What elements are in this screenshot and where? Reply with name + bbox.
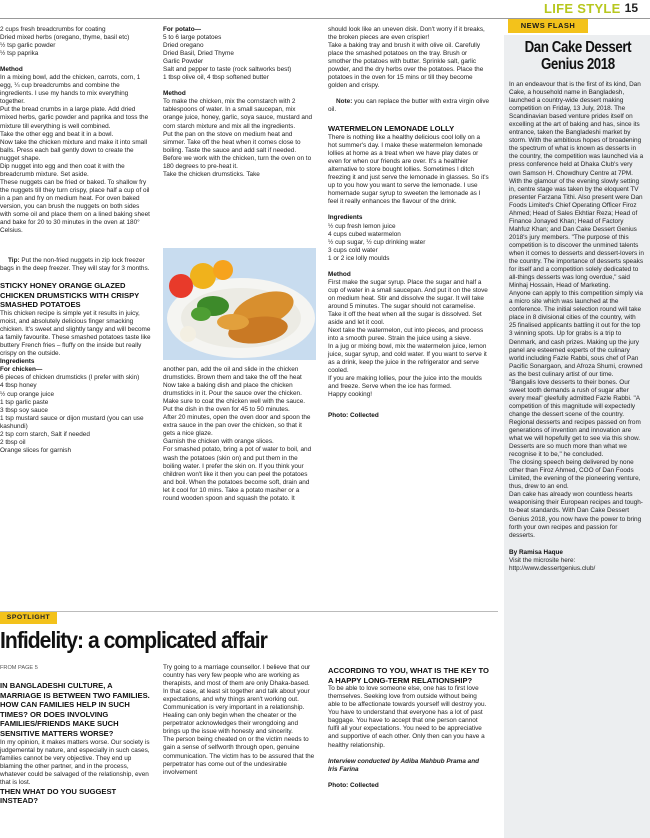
method-text-mid: To make the chicken, mix the cornstarch with 2 tablespoons of water. In a small saucepan, mix orange juice, honey, garlic, soya sauce, mustard and corn starch mixture and mix all the ingredients. Put the pan on the stove on medium heat and simmer. Take off the heat when it comes close to boiling. Taste the sauce and add salt if needed. Before we work with the chicken, turn the oven on to 180 degrees to pre-heat it. Take the chicken drumsticks. Take	[163, 98, 313, 178]
for-potato-label: For potato—	[163, 26, 201, 33]
tip-paragraph	[0, 257, 152, 273]
recipe-title-lolly: WATERMELON LEMONADE LOLLY	[328, 124, 455, 134]
sidebar-byline: By Ramisa Haque	[509, 548, 563, 556]
method-heading-lolly: Method	[328, 270, 351, 278]
spotlight-tag: SPOTLIGHT	[0, 612, 57, 624]
method-cont-mid: another pan, add the oil and slide in the chicken drumsticks. Brown them and take the off the heat Now take a baking dish and place the chicken drumsticks in it. Pour the sauce over the chicken. Make sure to coat the chicken well with the sauce. Put the dish in the oven for 45 to 50 minutes. After 20 minutes, open the oven door and spoon the extra sauce in the pan over the chicken, so that it gets a nice glaze. Garnish the chicken with orange slices. For smashed potato, bring a pot of water to boil, and wash the potatoes (skin on) and put them in the boiling water. I prefer the skin on. If you think your children won't like it then you can peel the potatoes and boil. When the potatoes become soft, drain and let it cool for 10 mins. Take a potato masher or a round wooden spoon and squash the potato. It	[163, 366, 312, 502]
sidebar-title: Dan Cake Dessert Genius 2018	[524, 39, 632, 73]
food-illustration	[163, 248, 316, 360]
note-paragraph	[328, 98, 490, 114]
potato-ingredient-list: 5 to 6 large potatoes Dried oregano Dried Basil, Dried Thyme Garlic Powder Salt and pepper to taste (rock saltworks best) 1 tbsp olive oil, 4 tbsp softened butter	[163, 34, 292, 82]
ingredients-heading-lolly: Ingredients	[328, 214, 363, 222]
column-mid-cont	[163, 366, 313, 503]
from-page: FROM PAGE 5	[0, 665, 38, 671]
note-text: you can replace the butter with extra virgin olive oil.	[328, 98, 490, 114]
sidebar-body-wrap	[504, 73, 650, 573]
note-label: Note:	[336, 98, 353, 106]
news-flash-tag: NEWS FLASH	[508, 19, 588, 33]
potato-method-end: should look like an uneven disk. Don't worry if it breaks, the broken pieces are even crispier! Take a baking tray and brush it with olive oil. Carefully place the smashed potatoes on the tray. Brush or smother the potatoes with butter. Sprinkle salt, garlic powder, and the dry herbs over the potatoes. Place the potatoes in the oven for 15 mins or till they become golden and crispy.	[328, 26, 485, 90]
photo-credit-top: Photo: Collected	[328, 411, 379, 419]
for-chicken-label: For chicken—	[0, 366, 43, 374]
page-number: 15	[624, 1, 638, 15]
column-third	[328, 26, 490, 420]
recipe-intro-lolly: There is nothing like a healthy delicious cool lolly on a hot summer's day. I make these watermelon lemonade lollies at home as a treat when we have play dates or even for when our friends are over. It's a healthier alternative to store bought lollies. Sometimes I ditch freezing it and just serve the lemonade in glasses. So it's up to you how you want to serve the lemonade. I use homemade sugar syrup to sweeten the lemonade as I feel it really enhances the flavour of the drink.	[328, 134, 489, 206]
method-heading-mid: Method	[163, 90, 186, 98]
spotlight-headline: Infidelity: a complicated affair	[0, 627, 267, 653]
method-text-lolly: First make the sugar syrup. Place the sugar and half a cup of water in a small saucepan. And put it on the stove on medium heat. Stir and dissolve the sugar. It will take around 5 minutes. The sugar should not caramelise. Take it off the heat when all the sugar is dissolved. Set aside and let it cool. Next take the watermelon, cut into pieces, and process into a smooth puree. Strain the juice using a sieve. In a jug or mixing bowl, mix the watermelon juice, lemon juice, sugar syrup, and cold water. If you want to serve it as a drink, keep the juice in the refrigerator and serve cooled. If you are making lollies, pour the juice into the moulds and freeze. Serve when the ice has formed. Happy cooking!	[328, 278, 488, 399]
ingredients-heading: Ingredients	[0, 358, 35, 366]
section-name: LIFE STYLE	[543, 0, 621, 16]
question-2: THEN WHAT DO YOU SUGGEST INSTEAD?	[0, 786, 117, 806]
column-left	[0, 26, 152, 455]
answer-2: Try going to a marriage counsellor. I believe that our country has very few people who are working as therapists, and most of them are only Dhaka-based. In that case, at least sit together and talk about your expectations, and why things aren't working out. Communication is very important in a relationship. Healing can only begin when the cheater or the perpetrator acknowledges their wrongdoing and brings up the issue with honesty and sincerity. The person being cheated on or the victim needs to gain a sense of selfworth through open, genuine communication. The victim has to be assured that the perpetrator has come out of the undesirable involvement	[163, 664, 315, 776]
method-heading: Method	[0, 66, 23, 74]
recipe-intro-chicken: This chicken recipe is simple yet it results in juicy, moist, and absolutely delicious finger smacking chicken. It's sweet and slightly tangy and will become a family favourite. These smashed potatoes taste like buttery French fries – fluffy on the inside but really crispy on the outside.	[0, 310, 151, 358]
column-mid	[163, 26, 313, 179]
question-3: ACCORDING TO YOU, WHAT IS THE KEY TO A HAPPY LONG-TERM RELATIONSHIP?	[328, 666, 489, 685]
sidebar-visit-label: Visit the microsite here:	[509, 556, 576, 564]
ingredients-top: 2 cups fresh breadcrumbs for coating Dried mixed herbs (oregano, thyme, basil etc) ½ tsp garlic powder ½ tsp paprika	[0, 26, 130, 58]
ingredients-list-lolly: ½ cup fresh lemon juice 4 cups cubed watermelon ½ cup sugar, ½ cup drinking water 3 cups cold water 1 or 2 ice lolly moulds	[328, 222, 426, 262]
answer-3: To be able to love someone else, one has to first love themselves. Seeking love from outside without being able to be affectionate towards yourself will destroy you. You have to understand that everyone has a lot of past baggage. You have to accept that one person cannot fulfil all your expectations. You need to be appreciative and supportive of each other. Only then can you have a healthy relationship.	[328, 685, 487, 749]
sidebar-body: In an endeavour that is the first of its kind, Dan Cake, a household name in Bangladesh, launched a country-wide dessert making competition on Friday, 13 July, 2018. The Scandinavian based venture prides itself on excelling at the art of baking and has, since its entrance, taken the Bangladeshi market by storm. With the ambitious hopes of broadening the spectrum of what is known as desserts in the country, the competition was launched via a press conference held at Dhaka Club's very own Samson H. Chowdhury Centre at 7PM. With the glamour of the evening slowly setting in, centre stage was taken by the eloquent TV presenter Farzana Tithi. Also present were Dan Foods Limited's Chief Operating Officer Firoz Ahmed; Head of Sales Ekhtiar Reza; Head of Finance Jonayed Khan; Head of Factory Mahfuz Khan; and Dan Cake Dessert Genius 2018's jury members. "The purpose of this competition is to discover the unmined talents when it comes to desserts and dessert-lovers in the country. The importance of desserts speaks for itself and a competition solely dedicated to all-things desserts was long overdue," said Minhaj Hossain, Head of Marketing. Anyone can apply to this competition simply via a micro site which was launched at the conference. The initial selection round will take place in 8 divisional cities of the country, with 25 finalised applicants battling it out for the top 3 winning spots. Up for grabs is a trip to Denmark, and cash prizes. Making up the jury panel are esteemed experts of the culinary world including Fazle Rabbi, sous chef of Pan Pacific Sonargaon, and Afroza Shumi, crowned as the best culinary artist of our time. "Bangalis love desserts to their bones. Our sweet tooth demands a rush of sugar after every meal" gleefully admitted Fazle Rabbi. "A competition of this magnitude will expectedly change the dessert scene of the country. Regional desserts and recipes passed on from generations of invention and innovation are what we will hopefully get to see via this show. Desserts are so much more than what we recognise it to be," he concluded. The closing speech being delivered by none other than Firoz Ahmed, COO of Dan Foods Limited, the evening of the pioneering venture, thus, drew to an end. Dan cake has already won countless hearts weaponising their European recipes and tough-to-beat standards. With Dan Cake Dessert Genius 2018, you now have the power to bring forth your own recipes and passion for desserts.	[509, 81, 644, 539]
section-header	[544, 0, 638, 16]
photo-credit-bottom: Photo: Collected	[328, 781, 379, 789]
tip-text: Put the non-fried nuggets in zip lock freezer bags in the deep freezer. They will stay for 3 months.	[0, 257, 150, 273]
spotlight-col-2	[163, 664, 315, 777]
sidebar-url[interactable]: http://www.dessertgenius.club/	[509, 564, 596, 572]
recipe-title-chicken: STICKY HONEY ORANGE GLAZED CHICKEN DRUMSTICKS WITH CRISPY SMASHED POTATOES	[0, 281, 140, 310]
news-flash-sidebar	[504, 35, 650, 838]
method-text: In a mixing bowl, add the chicken, carrots, corn, 1 egg, ¼ cup breadcrumbs and combine the ingredients. I use my hands to mix everything together. Put the bread crumbs in a large plate. Add dried mixed herbs, garlic powder and paprika and toss the mixture till everything is well combined. Take the other egg and beat it in a bowl. Now take the chicken mixture and make it into small balls. Press each ball gently down to create the nugget shape. Dip nugget into egg and then coat it with the breadcrumb mixture. Set aside. These nuggets can be fried or baked. To shallow fry the nuggets till they turn crispy, place half a cup of oil in a pan and fry on medium heat. For oven baked version, you can brush the nuggets on both sides with some oil and place them on a lined baking sheet and bake for 20 to 30 minutes in the oven at 180° Celsius.	[0, 74, 150, 235]
chicken-dish-photo	[163, 248, 316, 360]
tip-label: Tip:	[8, 257, 20, 265]
spotlight-col-3	[328, 666, 490, 790]
spotlight-col-1	[0, 664, 152, 806]
chicken-ingredient-list: 6 pieces of chicken drumsticks (I prefer with skin) 4 tbsp honey ½ cup orange juice 1 tsp garlic paste 3 tbsp soy sauce 1 tsp mustard sauce or dijon mustard (you can use kashundi) 2 tsp corn starch, Salt if needed 2 tbsp oil Orange slices for garnish	[0, 374, 144, 454]
spotlight-rule	[0, 611, 498, 612]
interview-credit: Interview conducted by Adiba Mahbub Prama and Iris Farina	[328, 757, 480, 773]
answer-1: In my opinion, it makes matters worse. Our society is judgemental by nature, and especially in such cases, families cannot be very objective. They end up blaming the other partner, and in the process, whatever could be salvaged of the relationship, even that is lost.	[0, 738, 150, 786]
question-1: IN BANGLADESHI CULTURE, A MARRIAGE IS BETWEEN TWO FAMILIES. HOW CAN FAMILIES HELP IN SUCH TIMES? OR DOES INVOLVING FAMILIES/FRIENDS MAKE SUCH SENSITIVE MATTERS WORSE?	[0, 681, 150, 739]
